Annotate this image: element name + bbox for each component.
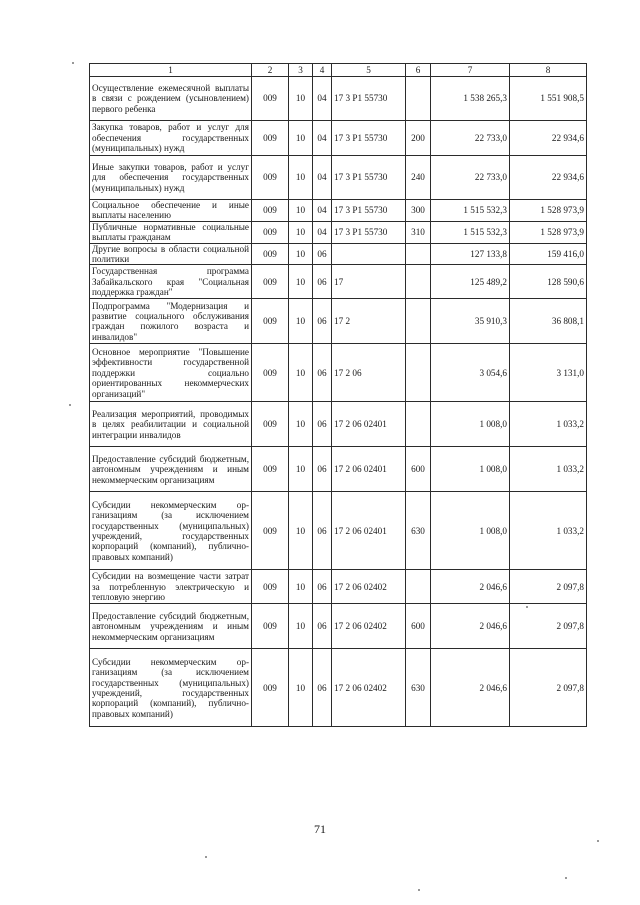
amount-year2-cell: 159 416,0 bbox=[510, 243, 587, 265]
table-row bbox=[90, 243, 587, 265]
expense-type-cell: 200 bbox=[406, 121, 431, 156]
target-article-cell: 17 2 06 02402 bbox=[332, 570, 406, 604]
table-row bbox=[90, 402, 587, 447]
expense-type-cell: 300 bbox=[406, 200, 431, 222]
section-cell: 10 bbox=[289, 344, 313, 402]
header-cell: 1 bbox=[90, 64, 252, 77]
expense-type-cell: 600 bbox=[406, 447, 431, 492]
admin-code-cell: 009 bbox=[252, 492, 289, 570]
header-cell: 6 bbox=[406, 64, 431, 77]
amount-year1-cell: 125 489,2 bbox=[431, 265, 510, 299]
admin-code-cell: 009 bbox=[252, 649, 289, 727]
expense-type-cell: 240 bbox=[406, 156, 431, 200]
table-row bbox=[90, 221, 587, 243]
row-name-cell: Публичные нормативные социальные выплаты гражданам bbox=[90, 221, 252, 243]
amount-year2-cell: 2 097,8 bbox=[510, 649, 587, 727]
header-cell: 3 bbox=[289, 64, 313, 77]
expense-type-cell bbox=[406, 265, 431, 299]
target-article-cell: 17 2 06 02401 bbox=[332, 492, 406, 570]
target-article-cell: 17 3 P1 55730 bbox=[332, 200, 406, 222]
table-row bbox=[90, 344, 587, 402]
subsection-cell: 06 bbox=[313, 299, 332, 344]
subsection-cell: 06 bbox=[313, 604, 332, 649]
table-row bbox=[90, 649, 587, 727]
table-row bbox=[90, 156, 587, 200]
target-article-cell: 17 3 P1 55730 bbox=[332, 156, 406, 200]
section-cell: 10 bbox=[289, 77, 313, 121]
target-article-cell: 17 2 06 02402 bbox=[332, 649, 406, 727]
section-cell: 10 bbox=[289, 243, 313, 265]
table-row bbox=[90, 265, 587, 299]
expense-type-cell bbox=[406, 243, 431, 265]
expense-type-cell: 310 bbox=[406, 221, 431, 243]
amount-year2-cell: 2 097,8 bbox=[510, 604, 587, 649]
amount-year1-cell: 22 733,0 bbox=[431, 121, 510, 156]
section-cell: 10 bbox=[289, 121, 313, 156]
admin-code-cell: 009 bbox=[252, 570, 289, 604]
row-name-cell: Субсидии некоммерческим организациям (за исключением государственных (муниципальных) учреждений, государственных корпораций (компаний), публично-правовых компаний) bbox=[90, 492, 252, 570]
subsection-cell: 04 bbox=[313, 121, 332, 156]
subsection-cell: 04 bbox=[313, 156, 332, 200]
amount-year1-cell: 2 046,6 bbox=[431, 649, 510, 727]
row-name-cell: Субсидии некоммерческим организациям (за исключением государственных (муниципальных) учреждений, государственных корпораций (компаний), публично-правовых компаний) bbox=[90, 649, 252, 727]
subsection-cell: 06 bbox=[313, 570, 332, 604]
amount-year2-cell: 1 033,2 bbox=[510, 447, 587, 492]
amount-year2-cell: 22 934,6 bbox=[510, 121, 587, 156]
amount-year2-cell: 36 808,1 bbox=[510, 299, 587, 344]
target-article-cell: 17 2 bbox=[332, 299, 406, 344]
expense-type-cell: 630 bbox=[406, 492, 431, 570]
row-name-cell: Субсидии на возмещение части затрат за потребленную электрическую и тепловую энергию bbox=[90, 570, 252, 604]
amount-year2-cell: 1 528 973,9 bbox=[510, 221, 587, 243]
row-name-cell: Другие вопросы в области социальной политики bbox=[90, 243, 252, 265]
table-row bbox=[90, 570, 587, 604]
amount-year1-cell: 1 008,0 bbox=[431, 447, 510, 492]
admin-code-cell: 009 bbox=[252, 243, 289, 265]
admin-code-cell: 009 bbox=[252, 121, 289, 156]
subsection-cell: 04 bbox=[313, 77, 332, 121]
header-cell: 4 bbox=[313, 64, 332, 77]
amount-year2-cell: 1 033,2 bbox=[510, 402, 587, 447]
row-name-cell: Осуществление ежемесячной выплаты в связи с рождением (усыновлением) первого ребенка bbox=[90, 77, 252, 121]
header-cell: 7 bbox=[431, 64, 510, 77]
amount-year2-cell: 22 934,6 bbox=[510, 156, 587, 200]
amount-year1-cell: 2 046,6 bbox=[431, 604, 510, 649]
scan-speck bbox=[418, 889, 420, 891]
amount-year1-cell: 1 515 532,3 bbox=[431, 221, 510, 243]
amount-year1-cell: 1 008,0 bbox=[431, 402, 510, 447]
section-cell: 10 bbox=[289, 570, 313, 604]
target-article-cell: 17 2 06 02401 bbox=[332, 402, 406, 447]
row-name-cell: Предоставление субсидий бюджетным, автономным учреждениям и иным некоммерческим организациям bbox=[90, 447, 252, 492]
admin-code-cell: 009 bbox=[252, 402, 289, 447]
expense-type-cell bbox=[406, 570, 431, 604]
row-name-cell: Реализация мероприятий, проводимых в целях реабилитации и социальной интеграции инвалидов bbox=[90, 402, 252, 447]
table-body bbox=[90, 77, 587, 727]
scan-speck bbox=[205, 856, 207, 858]
table-row bbox=[90, 121, 587, 156]
expense-type-cell: 600 bbox=[406, 604, 431, 649]
header-cell: 2 bbox=[252, 64, 289, 77]
table-header-row bbox=[90, 64, 587, 77]
row-name-cell: Социальное обеспечение и иные выплаты населению bbox=[90, 200, 252, 222]
row-name-cell: Основное мероприятие "Повышение эффективности государственной поддержки социально ориентированных некоммерческих организаций" bbox=[90, 344, 252, 402]
admin-code-cell: 009 bbox=[252, 221, 289, 243]
amount-year2-cell: 1 033,2 bbox=[510, 492, 587, 570]
row-name-cell: Предоставление субсидий бюджетным, автономным учреждениям и иным некоммерческим организациям bbox=[90, 604, 252, 649]
amount-year1-cell: 127 133,8 bbox=[431, 243, 510, 265]
row-name-cell: Закупка товаров, работ и услуг для обеспечения государственных (муниципальных) нужд bbox=[90, 121, 252, 156]
section-cell: 10 bbox=[289, 200, 313, 222]
amount-year2-cell: 3 131,0 bbox=[510, 344, 587, 402]
section-cell: 10 bbox=[289, 299, 313, 344]
section-cell: 10 bbox=[289, 265, 313, 299]
row-name-cell: Государственная программа Забайкальского края "Социальная поддержка граждан" bbox=[90, 265, 252, 299]
target-article-cell: 17 3 P1 55730 bbox=[332, 121, 406, 156]
section-cell: 10 bbox=[289, 156, 313, 200]
expense-type-cell: 630 bbox=[406, 649, 431, 727]
budget-table bbox=[89, 63, 587, 727]
admin-code-cell: 009 bbox=[252, 77, 289, 121]
section-cell: 10 bbox=[289, 492, 313, 570]
admin-code-cell: 009 bbox=[252, 299, 289, 344]
table-row bbox=[90, 299, 587, 344]
table-row bbox=[90, 604, 587, 649]
scan-speck bbox=[597, 840, 599, 842]
scan-speck bbox=[69, 404, 71, 406]
subsection-cell: 06 bbox=[313, 265, 332, 299]
target-article-cell: 17 2 06 bbox=[332, 344, 406, 402]
admin-code-cell: 009 bbox=[252, 200, 289, 222]
subsection-cell: 06 bbox=[313, 649, 332, 727]
subsection-cell: 06 bbox=[313, 402, 332, 447]
amount-year1-cell: 1 515 532,3 bbox=[431, 200, 510, 222]
amount-year2-cell: 1 551 908,5 bbox=[510, 77, 587, 121]
admin-code-cell: 009 bbox=[252, 156, 289, 200]
subsection-cell: 06 bbox=[313, 447, 332, 492]
target-article-cell: 17 bbox=[332, 265, 406, 299]
target-article-cell: 17 2 06 02401 bbox=[332, 447, 406, 492]
expense-type-cell bbox=[406, 402, 431, 447]
amount-year1-cell: 2 046,6 bbox=[431, 570, 510, 604]
subsection-cell: 06 bbox=[313, 344, 332, 402]
section-cell: 10 bbox=[289, 447, 313, 492]
expense-type-cell bbox=[406, 299, 431, 344]
header-cell: 8 bbox=[510, 64, 587, 77]
admin-code-cell: 009 bbox=[252, 447, 289, 492]
row-name-cell: Иные закупки товаров, работ и услуг для обеспечения государственных (муниципальных) нужд bbox=[90, 156, 252, 200]
expense-type-cell bbox=[406, 344, 431, 402]
page-number: 71 bbox=[314, 822, 326, 836]
amount-year2-cell: 128 590,6 bbox=[510, 265, 587, 299]
amount-year2-cell: 1 528 973,9 bbox=[510, 200, 587, 222]
amount-year1-cell: 35 910,3 bbox=[431, 299, 510, 344]
table-row bbox=[90, 492, 587, 570]
scan-speck bbox=[72, 62, 74, 64]
scan-speck bbox=[565, 877, 567, 879]
section-cell: 10 bbox=[289, 221, 313, 243]
amount-year1-cell: 1 538 265,3 bbox=[431, 77, 510, 121]
subsection-cell: 06 bbox=[313, 243, 332, 265]
target-article-cell: 17 3 P1 55730 bbox=[332, 77, 406, 121]
admin-code-cell: 009 bbox=[252, 604, 289, 649]
amount-year1-cell: 3 054,6 bbox=[431, 344, 510, 402]
amount-year1-cell: 22 733,0 bbox=[431, 156, 510, 200]
admin-code-cell: 009 bbox=[252, 265, 289, 299]
section-cell: 10 bbox=[289, 402, 313, 447]
section-cell: 10 bbox=[289, 604, 313, 649]
target-article-cell: 17 3 P1 55730 bbox=[332, 221, 406, 243]
amount-year1-cell: 1 008,0 bbox=[431, 492, 510, 570]
table-row bbox=[90, 447, 587, 492]
scan-speck bbox=[526, 606, 528, 608]
target-article-cell bbox=[332, 243, 406, 265]
admin-code-cell: 009 bbox=[252, 344, 289, 402]
header-cell: 5 bbox=[332, 64, 406, 77]
row-name-cell: Подпрограмма "Модернизация и развитие социального обслуживания граждан пожилого возраста и инвалидов" bbox=[90, 299, 252, 344]
table-row bbox=[90, 77, 587, 121]
section-cell: 10 bbox=[289, 649, 313, 727]
target-article-cell: 17 2 06 02402 bbox=[332, 604, 406, 649]
subsection-cell: 04 bbox=[313, 221, 332, 243]
table-row bbox=[90, 200, 587, 222]
expense-type-cell bbox=[406, 77, 431, 121]
subsection-cell: 06 bbox=[313, 492, 332, 570]
amount-year2-cell: 2 097,8 bbox=[510, 570, 587, 604]
subsection-cell: 04 bbox=[313, 200, 332, 222]
